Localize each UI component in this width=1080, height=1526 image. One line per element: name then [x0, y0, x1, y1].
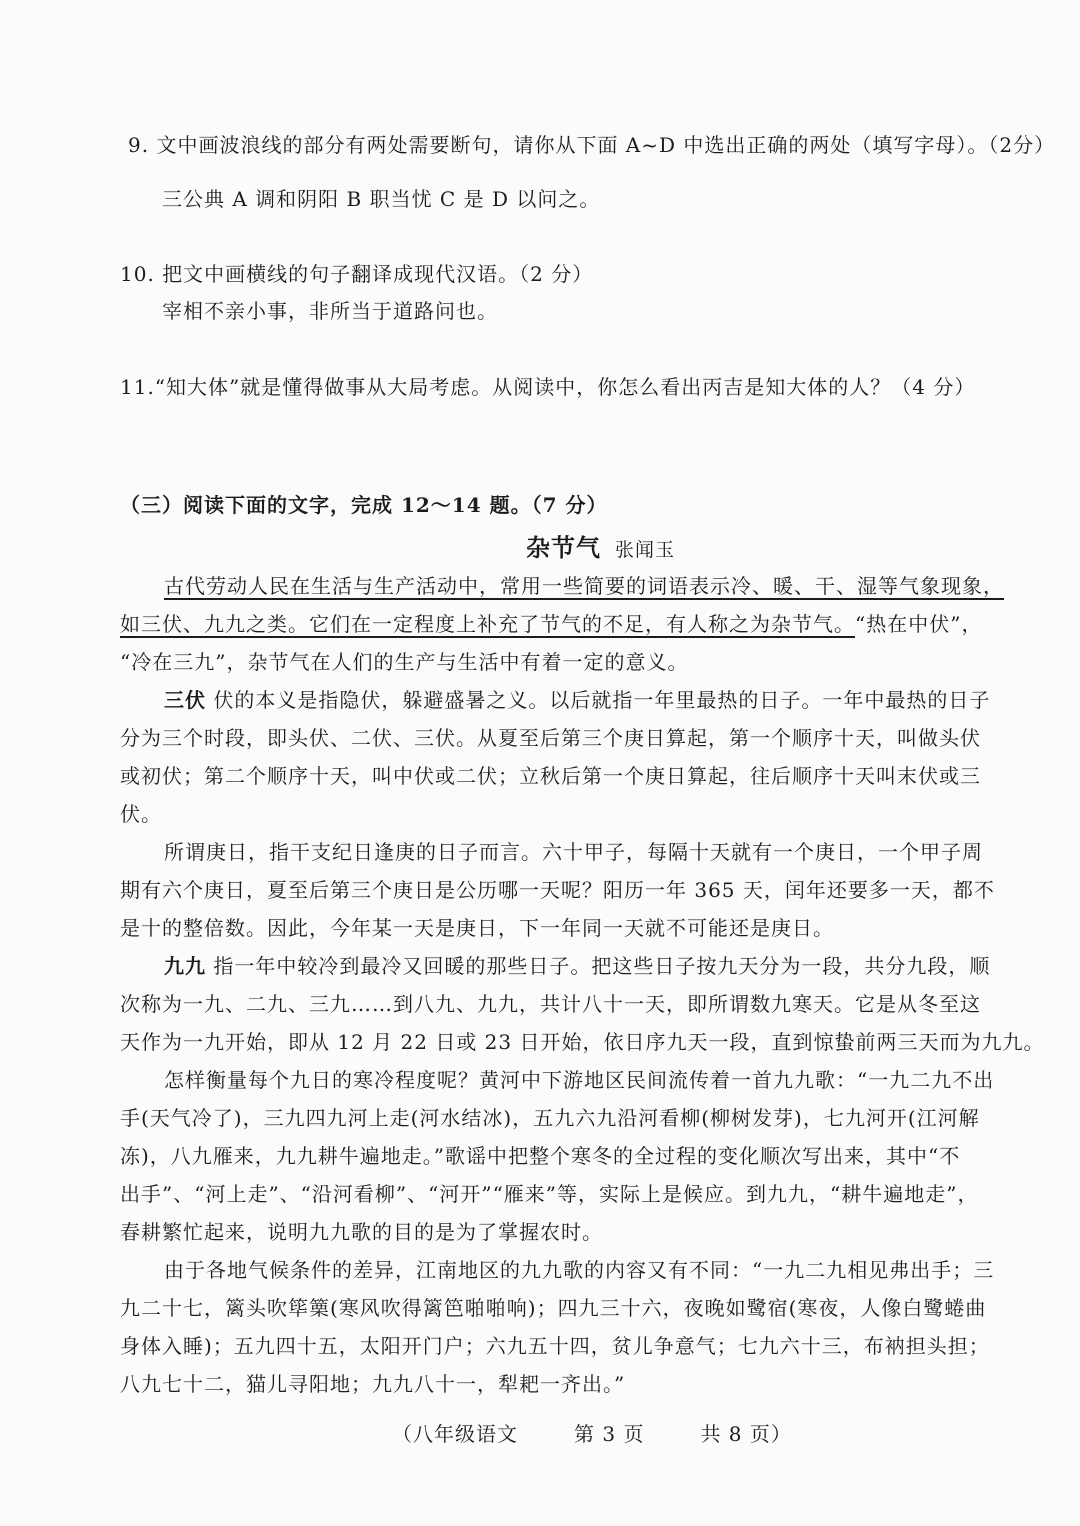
footer-page-number: 第 3 页: [574, 1422, 645, 1446]
passage-p4-line1: [164, 951, 990, 981]
passage-p6-line3: 身体入睡)；五九四十五，太阳开门户；六九五十四，贫儿争意气；七九六十三，布衲担头担；: [120, 1334, 990, 1358]
passage-p3-line2: 期有六个庚日，夏至后第三个庚日是公历哪一天呢？阳历一年 365 天，闰年还要多一天，都不: [120, 878, 995, 902]
passage-p5-line4: 出手”、“河上走”、“沿河看柳”、“河开”“雁来”等，实际上是候应。到九九，“耕牛遍地走”，: [120, 1182, 979, 1206]
question-10: 10. 把文中画横线的句子翻译成现代汉语。（2 分）: [120, 262, 594, 286]
passage-p2-line3: 或初伏；第二个顺序十天，叫中伏或二伏；立秋后第一个庚日算起，往后顺序十天叫末伏或三: [120, 764, 981, 788]
passage-p4-line2: 次称为一九、二九、三九……到八九、九九，共计八十一天，即所谓数九寒天。它是从冬至这: [120, 992, 981, 1016]
passage-p5-line5: 春耕繁忙起来，说明九九歌的目的是为了掌握农时。: [120, 1220, 603, 1244]
passage-p1-line3: “冷在三九”，杂节气在人们的生产与生活中有着一定的意义。: [120, 650, 689, 674]
passage-author: 张闻玉: [615, 539, 676, 561]
question-9: 9. 文中画波浪线的部分有两处需要断句，请你从下面 A~D 中选出正确的两处（填写字母）。（2分）: [128, 133, 1056, 157]
passage-p2-line1: [164, 685, 990, 715]
passage-title-block: [526, 533, 675, 565]
passage-p2-line2: 分为三个时段，即头伏、二伏、三伏。从夏至后第三个庚日算起，第一个顺序十天，叫做头伏: [120, 726, 981, 750]
keyword-jiujiu: 九九: [164, 954, 206, 978]
passage-p6-line2: 九二十七，篱头吹筚篥(寒风吹得篱笆啪啪响)；四九三十六，夜晚如鹭宿(寒夜，人像白鹭蜷曲: [120, 1296, 987, 1320]
section-3-heading: （三）阅读下面的文字，完成 12～14 题。（7 分）: [120, 493, 608, 517]
page-footer: [392, 1419, 792, 1449]
question-9-options: 三公典 A 调和阴阳 B 职当忧 C 是 D 以问之。: [162, 187, 601, 211]
keyword-sanfu: 三伏: [164, 688, 206, 712]
passage-p2-line4: 伏。: [120, 802, 162, 826]
footer-subject: （八年级语文: [392, 1422, 518, 1446]
passage-p1-line1: 古代劳动人民在生活与生产活动中，常用一些简要的词语表示冷、暖、干、湿等气象现象，: [164, 574, 1004, 598]
passage-p4-line1-text: 指一年中较冷到最冷又回暖的那些日子。把这些日子按九天分为一段，共分九段，顺: [206, 954, 991, 978]
passage-p6-line1: 由于各地气候条件的差异，江南地区的九九歌的内容又有不同：“一九二九相见弗出手；三: [164, 1258, 995, 1282]
passage-p6-line4: 八九七十二，猫儿寻阳地；九九八十一，犁耙一齐出。”: [120, 1372, 626, 1396]
passage-p5-line2: 手(天气冷了)，三九四九河上走(河水结冰)，五九六九沿河看柳(柳树发芽)，七九河开(江河解: [120, 1106, 980, 1130]
passage-p2-line1-text: 伏的本义是指隐伏，躲避盛暑之义。以后就指一年里最热的日子。一年中最热的日子: [206, 688, 991, 712]
passage-p5-line3: 冻)，八九雁来，九九耕牛遍地走。”歌谣中把整个寒冬的全过程的变化顺次写出来，其中“不: [120, 1144, 961, 1168]
passage-p1-line2: [120, 609, 982, 639]
underlined-sentence: 如三伏、九九之类。它们在一定程度上补充了节气的不足，有人称之为杂节气。: [120, 612, 855, 636]
passage-p1-line2-rest: “热在中伏”，: [855, 612, 983, 636]
passage-p3-line1: 所谓庚日，指干支纪日逢庚的日子而言。六十甲子，每隔十天就有一个庚日，一个甲子周: [164, 840, 983, 864]
question-11: 11.“知大体”就是懂得做事从大局考虑。从阅读中，你怎么看出丙吉是知大体的人？（4 分）: [120, 375, 976, 399]
passage-p3-line3: 是十的整倍数。因此，今年某一天是庚日，下一年同一天就不可能还是庚日。: [120, 916, 834, 940]
question-10-sentence: 宰相不亲小事，非所当于道路问也。: [162, 299, 498, 323]
passage-p4-line3: 天作为一九开始，即从 12 月 22 日或 23 日开始，依日序九天一段，直到惊蛰前两三天而为九九。: [120, 1030, 1045, 1054]
footer-total-pages: 共 8 页）: [700, 1422, 792, 1446]
passage-title: 杂节气: [526, 533, 601, 562]
passage-p5-line1: 怎样衡量每个九日的寒冷程度呢？黄河中下游地区民间流传着一首九九歌：“一九二九不出: [164, 1068, 995, 1092]
